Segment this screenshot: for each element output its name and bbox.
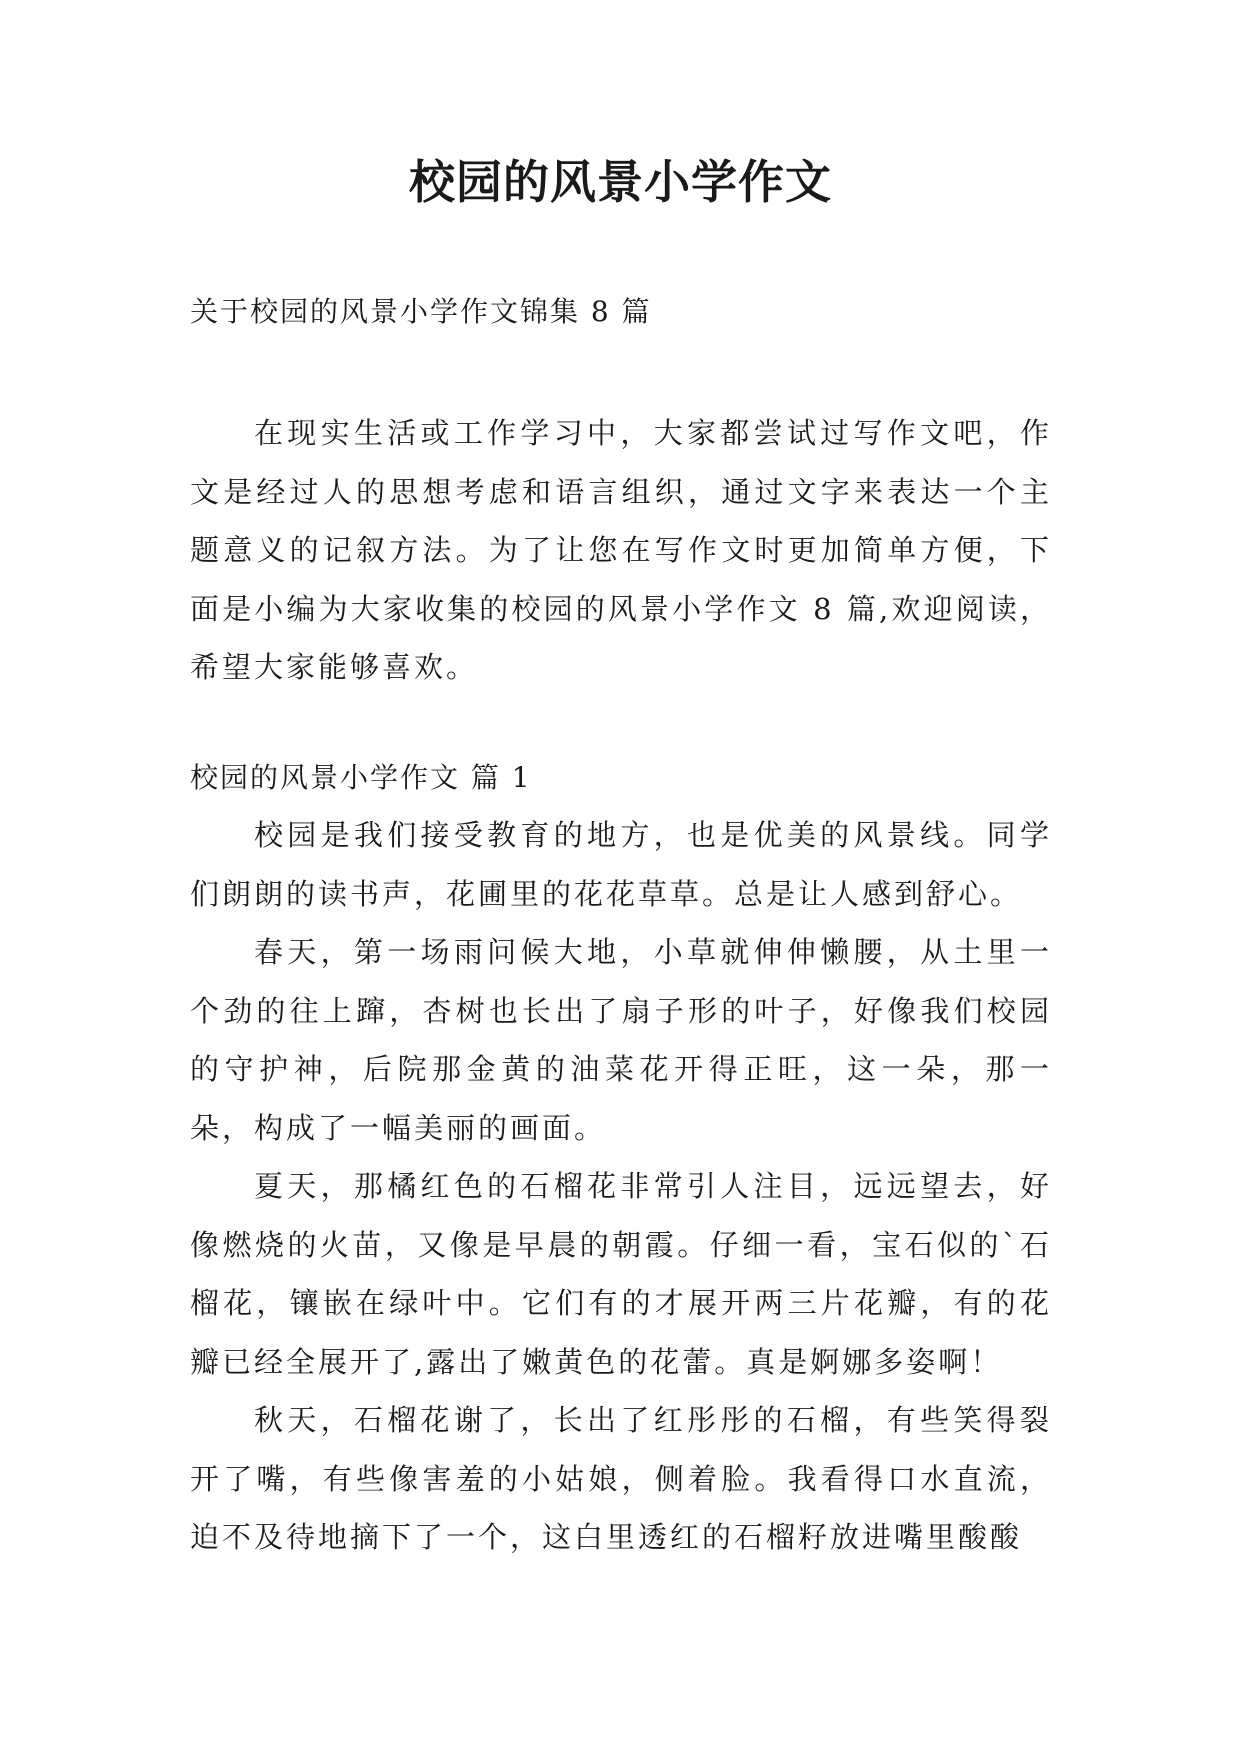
document-title: 校园的风景小学作文: [409, 155, 832, 209]
document-subtitle: 关于校园的风景小学作文锦集 8 篇: [190, 295, 652, 328]
intro-paragraph: 在现实生活或工作学习中，大家都尝试过写作文吧，作文是经过人的思想考虑和语言组织，通过文字来表达一个主题意义的记叙方法。为了让您在写作文时更加简单方便，下面是小编为大家收集的校园的风景小学作文 8 篇,欢迎阅读，希望大家能够喜欢。: [190, 416, 1052, 684]
body-paragraph: 春天，第一场雨问候大地，小草就伸伸懒腰，从土里一个劲的往上蹿，杏树也长出了扇子形的叶子，好像我们校园的守护神，后院那金黄的油菜花开得正旺，这一朵，那一朵，构成了一幅美丽的画面。: [190, 935, 1052, 1145]
body-paragraph: 秋天，石榴花谢了，长出了红彤彤的石榴，有些笑得裂开了嘴，有些像害羞的小姑娘，侧着脸。我看得口水直流，迫不及待地摘下了一个，这白里透红的石榴籽放进嘴里酸酸: [190, 1403, 1052, 1554]
section-heading: 校园的风景小学作文 篇 1: [190, 761, 532, 794]
body-paragraph: 校园是我们接受教育的地方，也是优美的风景线。同学们朗朗的读书声，花圃里的花花草草。总是让人感到舒心。: [190, 818, 1052, 911]
body-paragraph: 夏天，那橘红色的石榴花非常引人注目，远远望去，好像燃烧的火苗，又像是早晨的朝霞。仔细一看，宝石似的`石榴花，镶嵌在绿叶中。它们有的才展开两三片花瓣，有的花瓣已经全展开了,露出了嫩黄色的花蕾。真是婀娜多姿啊！: [190, 1169, 1052, 1379]
